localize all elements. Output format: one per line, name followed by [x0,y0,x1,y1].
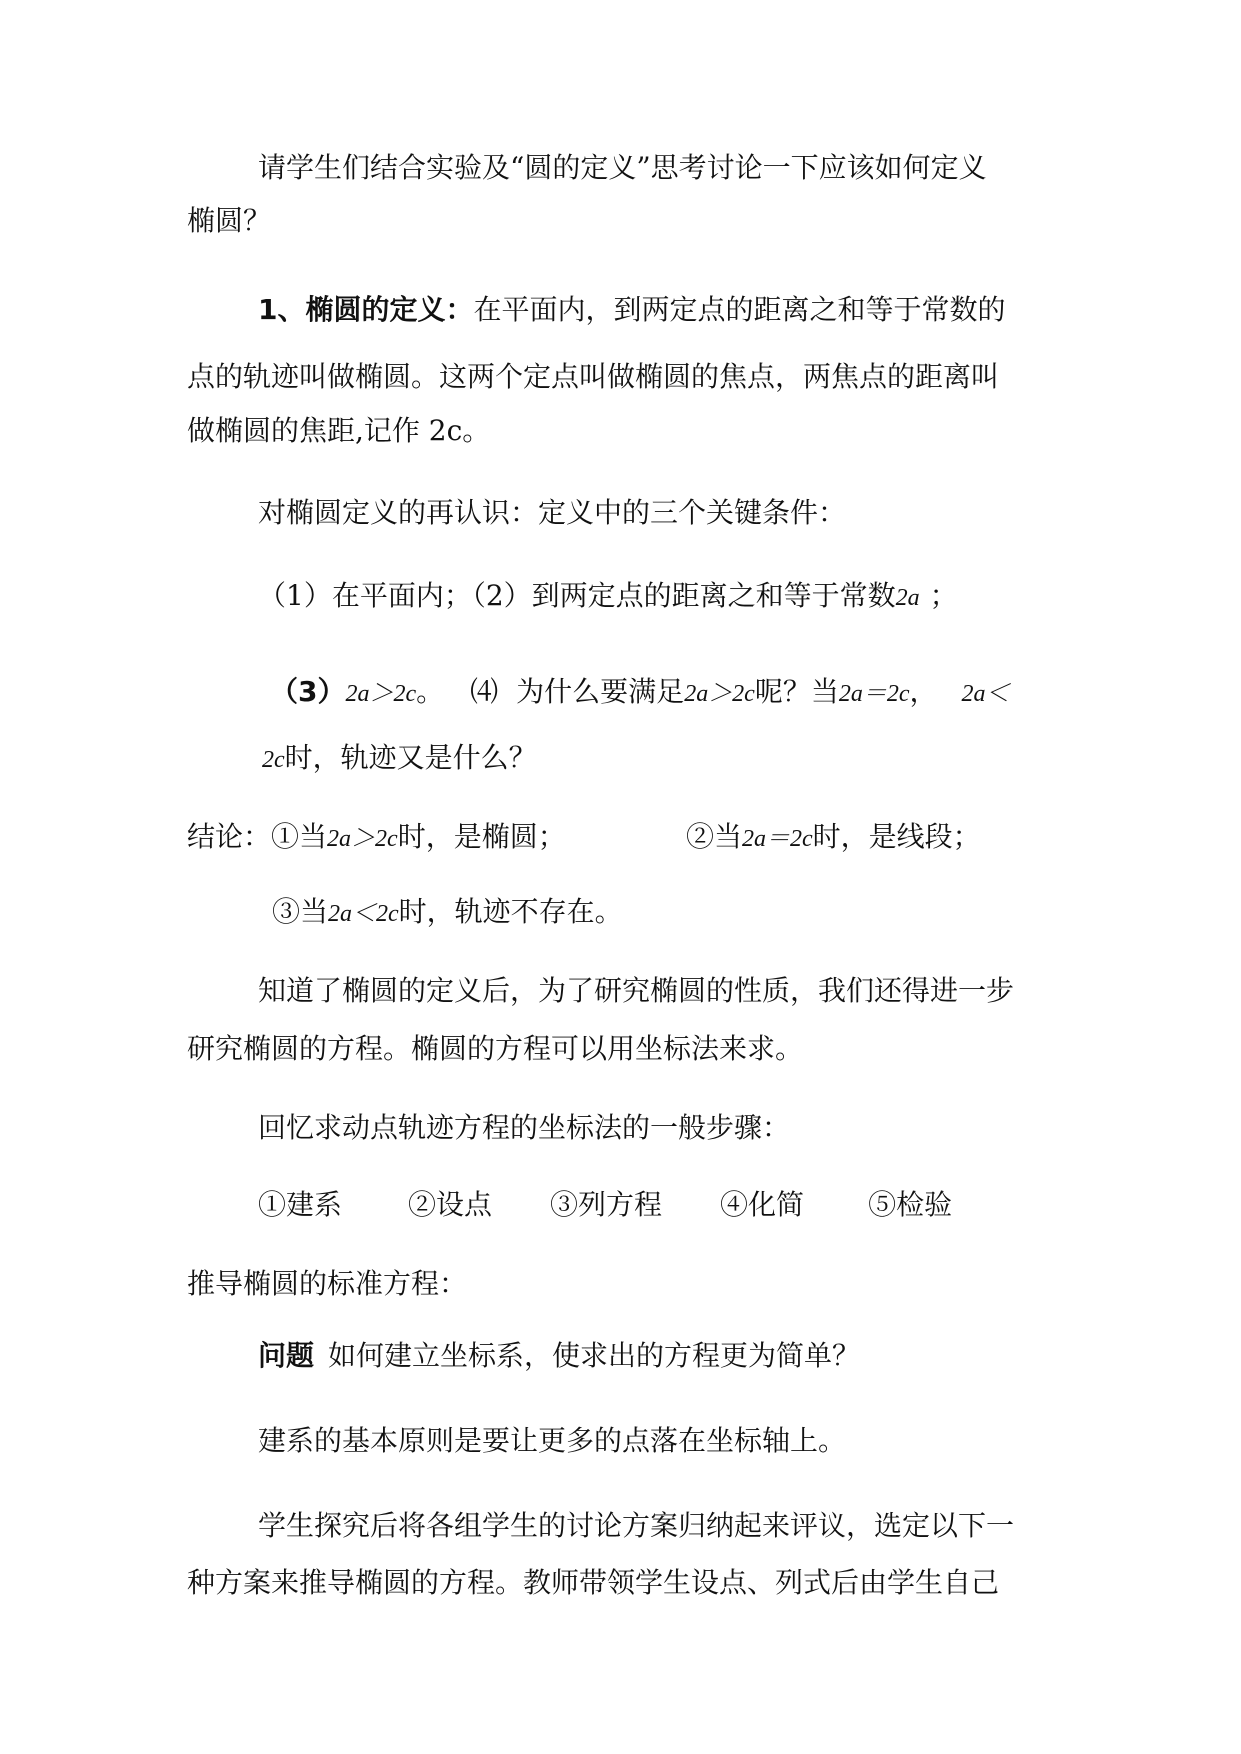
step-item: ④化简 [720,1188,805,1221]
definition-heading: 1、椭圆的定义： [258,293,474,326]
step-item: ③列方程 [550,1188,663,1221]
paragraph-intro-line-2: 椭圆？ [187,204,272,237]
definition-line-2: 点的轨迹叫做椭圆。这两个定点叫做椭圆的焦点，两焦点的距离叫 [187,360,1000,393]
math-2a: 2a [895,585,920,611]
steps-list [258,1185,952,1225]
step-item: ②设点 [408,1188,493,1221]
derive-heading: 推导椭圆的标准方程： [187,1267,468,1300]
discussion-line-1: 学生探究后将各组学生的讨论方案归纳起来评议，选定以下一 [258,1509,1015,1542]
conditions-end: ； [929,579,958,612]
question-label: 问题 [258,1339,315,1372]
math-q4-3: 2a＜ [961,681,1010,707]
question-4-text: 为什么要满足 [516,675,685,708]
steps-intro: 回忆求动点轨迹方程的坐标法的一般步骤： [258,1111,791,1144]
question-line [258,1336,860,1376]
question-4-text-2: 呢？当 [754,675,839,708]
condition-3-label: （3） [270,675,346,708]
math-c1: 2a＞2c [327,826,398,852]
question-4-comma: ， [909,675,938,708]
question-text: 如何建立坐标系，使求出的方程更为简单？ [328,1339,861,1372]
conclusion-1-pre: ①当 [271,820,328,853]
discussion-line-2: 种方案来推导椭圆的方程。教师带领学生设点、列式后由学生自己 [187,1566,1000,1599]
definition-line-3: 做椭圆的焦距,记作 2c。 [187,414,491,447]
conclusion-2-pre: ②当 [686,820,743,853]
definition-line-1 [258,290,1006,330]
reconsider-intro: 对椭圆定义的再认识：定义中的三个关键条件： [258,496,847,529]
conclusion-3-post: 时，轨迹不存在。 [398,895,623,928]
math-cond3: 2a＞2c [345,681,417,707]
paragraph-intro-line-1: 请学生们结合实验及“圆的定义”思考讨论一下应该如何定义 [258,151,987,184]
conclusion-3-pre: ③当 [272,895,329,928]
condition-3-question-4 [270,672,1010,714]
math-q4-2: 2a＝2c [838,681,910,707]
cond3-end: 。 [416,675,445,708]
conditions-1-2 [258,576,958,618]
conclusion-line-1 [187,817,566,859]
math-q4-3-cont: 2c [262,747,285,773]
equation-paragraph-line-1: 知道了椭圆的定义后，为了研究椭圆的性质，我们还得进一步 [258,974,1015,1007]
definition-text: 在平面内，到两定点的距离之和等于常数的 [473,293,1006,326]
conclusion-3 [272,892,623,934]
step-item: ⑤检验 [868,1188,953,1221]
conclusion-1-post: 时，是椭圆； [397,820,566,853]
question-4-line-2 [262,738,537,780]
question-4-label: ⑷ [470,675,499,708]
math-c3: 2a＜2c [328,901,399,927]
conclusion-2-post: 时，是线段； [812,820,981,853]
principle-line: 建系的基本原则是要让更多的点落在坐标轴上。 [258,1424,847,1457]
conclusion-label: 结论： [187,820,272,853]
math-c2: 2a＝2c [742,826,813,852]
conditions-text: （1）在平面内；（2）到两定点的距离之和等于常数 [258,579,896,612]
math-q4-1: 2a＞2c [684,681,755,707]
conclusion-2 [686,817,981,859]
step-item: ①建系 [258,1188,343,1221]
equation-paragraph-line-2: 研究椭圆的方程。椭圆的方程可以用坐标法来求。 [187,1032,804,1065]
question-4-tail: 时，轨迹又是什么？ [284,741,537,774]
